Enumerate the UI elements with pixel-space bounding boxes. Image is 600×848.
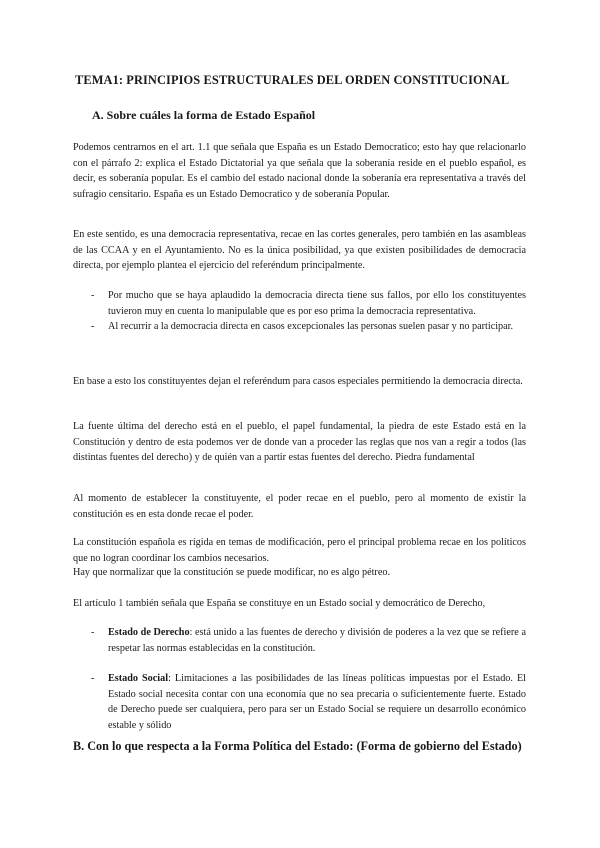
paragraph-4: La fuente última del derecho está en el pueblo, el papel fundamental, la piedra de este Estado está en la Constitución y dentro de esta podemos ver de donde van a proceder las reglas que nos van a regir a todos (las distintas fuentes del derecho) y de quién van a partir estas fuentes del derecho. Piedra fundamental bbox=[73, 421, 526, 464]
section-b-heading: B. Con lo que respecta a la Forma Política del Estado: (Forma de gobierno del Estado) bbox=[73, 739, 522, 753]
bullet-text: Al recurrir a la democracia directa en casos excepcionales las personas suelen pasar y no participar. bbox=[108, 321, 514, 333]
bullet-dash: - bbox=[91, 290, 95, 301]
bullet-dash: - bbox=[91, 627, 95, 638]
bullet-term: Estado de Derecho bbox=[108, 627, 190, 638]
paragraph-1: Podemos centrarnos en el art. 1.1 que señala que España es un Estado Democratico; esto hay que relacionarlo con el párrafo 2: explica el Estado Dictatorial ya que señala que la soberanía reside en el pueblo español, es decir, es soberanía popular. Es el cambio del estado nacional donde la soberanía era representativa a través del sufragio censitario. España es un Estado Democratico y de soberanía Popular. bbox=[73, 142, 526, 200]
bullet-item bbox=[73, 319, 526, 335]
paragraph-6: La constitución española es rígida en temas de modificación, pero el principal problema recae en los políticos que no logran coordinar los cambios necesarios. bbox=[73, 537, 526, 564]
bullet-term: Estado Social bbox=[108, 673, 169, 685]
document-title: TEMA1: PRINCIPIOS ESTRUCTURALES DEL ORDEN CONSTITUCIONAL bbox=[75, 73, 510, 87]
bullet-dash: - bbox=[91, 673, 95, 685]
paragraph-3: En base a esto los constituyentes dejan el referéndum para casos especiales permitiendo la democracia directa. bbox=[73, 376, 523, 387]
paragraph-2: En este sentido, es una democracia representativa, recae en las cortes generales, pero también en las asambleas de las CCAA y en el Ayuntamiento. No es la única posibilidad, ya que existen posibilidades de democracia directa, por ejemplo plantea el ejercicio del referéndum principalmente. bbox=[73, 229, 526, 272]
bullet-text: Por mucho que se haya aplaudido la democracia directa tiene sus fallos, por ello los constituyentes tuvieron muy en cuenta lo manipulable que es por eso prima la democracia representativa. bbox=[108, 290, 526, 317]
bullet-list-democracy bbox=[73, 288, 526, 335]
bullet-item-estado-derecho bbox=[73, 625, 526, 656]
bullet-text: : está unido a las fuentes de derecho y división de poderes a la vez que se refiere a respetar las normas establecidas en la constitución. bbox=[108, 627, 526, 654]
bullet-list-estado bbox=[73, 625, 526, 734]
section-a-heading: A. Sobre cuáles la forma de Estado Español bbox=[92, 108, 316, 122]
paragraph-7: Hay que normalizar que la constitución se puede modificar, no es algo pétreo. bbox=[73, 567, 390, 578]
bullet-dash: - bbox=[91, 321, 95, 333]
bullet-item bbox=[73, 288, 526, 319]
paragraph-5: Al momento de establecer la constituyente, el poder recae en el pueblo, pero al momento de existir la constitución es en esta donde recae el poder. bbox=[73, 493, 526, 520]
bullet-item-estado-social bbox=[73, 671, 526, 733]
bullet-text: : Limitaciones a las posibilidades de las líneas políticas impuestas por el Estado. El Estado social necesita contar con una economía que no sea precaria o suficientemente fuerte. Estado de Derecho puede ser cualquiera, pero para ser un Estado Social se requiere un desarrollo económico estable y sólido bbox=[108, 673, 526, 731]
paragraph-8: El artículo 1 también señala que España se constituye en un Estado social y democrático de Derecho, bbox=[73, 598, 486, 609]
